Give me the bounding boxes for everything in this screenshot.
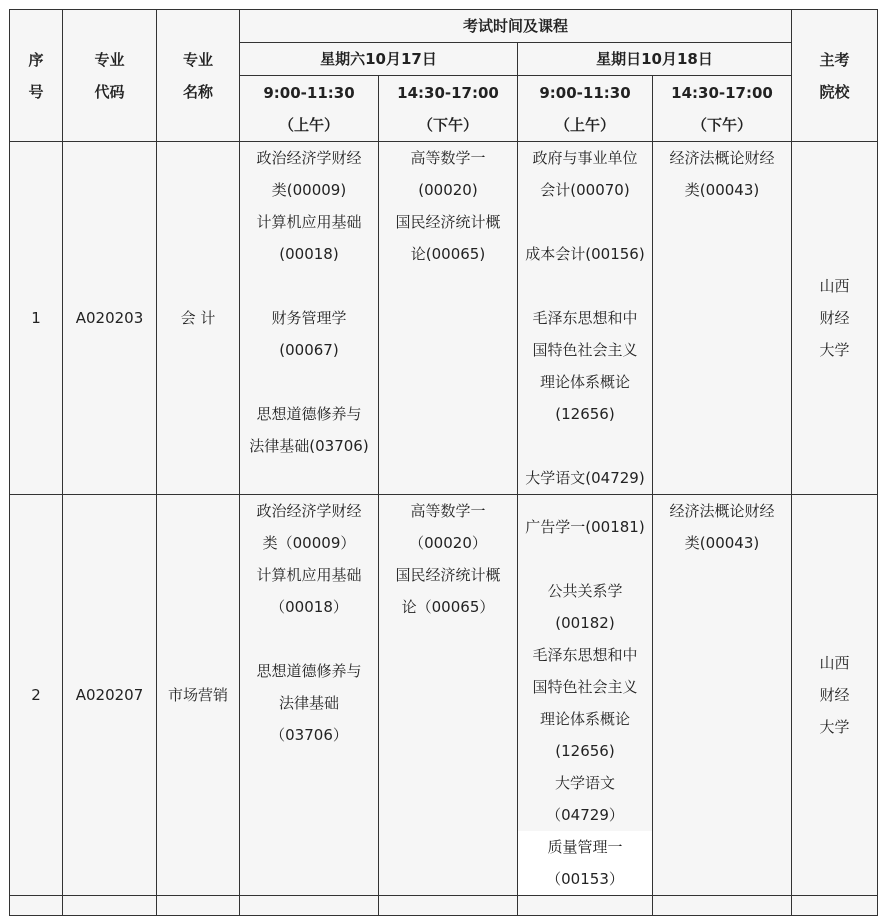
header-exam-time: 考试时间及课程 xyxy=(240,10,792,43)
course-line: 财务管理学 xyxy=(271,309,347,327)
header-sun-am-time: 9:00-11:30 xyxy=(539,83,631,102)
partial-cell xyxy=(157,896,240,916)
course-line: 法律基础 xyxy=(278,694,339,712)
header-name-line1: 专业 xyxy=(182,50,213,69)
row-sun-am-courses xyxy=(518,495,653,896)
course-line: （00153） xyxy=(546,870,624,888)
header-school-line1: 主考 xyxy=(819,50,850,69)
row-seq: 2 xyxy=(10,495,63,896)
spacer xyxy=(240,366,378,398)
spacer xyxy=(518,270,652,302)
header-code-line1: 专业 xyxy=(94,50,125,69)
course-line: （00020） xyxy=(409,534,487,552)
course-line: 成本会计(00156) xyxy=(525,245,645,263)
course-line: 政治经济学财经 xyxy=(256,149,362,167)
row-sun-am-courses xyxy=(518,142,653,495)
header-code-line2: 代码 xyxy=(94,82,125,101)
course-line: 毛泽东思想和中 xyxy=(532,309,638,327)
header-school xyxy=(792,10,878,142)
header-row-1 xyxy=(10,10,878,43)
course-line: 财经 xyxy=(819,309,850,327)
course-line: 国特色社会主义 xyxy=(532,341,638,359)
course-list xyxy=(518,142,652,494)
header-sat-pm-label: （下午） xyxy=(417,115,478,134)
partial-cell xyxy=(792,896,878,916)
course-line: 思想道德修养与 xyxy=(256,662,362,680)
course-line: 大学 xyxy=(819,718,850,736)
header-sat-am xyxy=(240,76,379,142)
school-lines xyxy=(792,647,877,743)
table-row xyxy=(10,495,878,896)
partial-cell xyxy=(379,896,518,916)
course-line: 高等数学一 xyxy=(410,149,486,167)
course-line: 计算机应用基础 xyxy=(256,566,362,584)
course-line: 类(00043) xyxy=(684,534,760,552)
header-sat-am-time: 9:00-11:30 xyxy=(263,83,355,102)
course-list-extra xyxy=(517,831,653,895)
header-seq-line1: 序 xyxy=(28,50,44,69)
course-line: 思想道德修养与 xyxy=(256,405,362,423)
school-lines xyxy=(792,270,877,366)
course-line: 公共关系学 xyxy=(547,582,623,600)
course-line: （00018） xyxy=(270,598,348,616)
course-line: (12656) xyxy=(555,405,615,423)
row-name: 市场营销 xyxy=(157,495,240,896)
course-line: 论(00065) xyxy=(410,245,486,263)
course-line: 计算机应用基础 xyxy=(256,213,362,231)
course-line: 山西 xyxy=(819,277,850,295)
course-line: 山西 xyxy=(819,654,850,672)
row-sat-pm-courses xyxy=(379,142,518,495)
header-seq xyxy=(10,10,63,142)
course-line: (12656) xyxy=(555,742,615,760)
spacer xyxy=(240,270,378,302)
header-sun-pm-time: 14:30-17:00 xyxy=(671,83,773,102)
header-name-line2: 名称 xyxy=(182,82,213,101)
row-sat-am-courses xyxy=(240,142,379,495)
course-list xyxy=(240,142,378,462)
header-sun-pm xyxy=(653,76,792,142)
partial-cell xyxy=(10,896,63,916)
course-line: 广告学一(00181) xyxy=(525,518,645,536)
header-sat-pm xyxy=(379,76,518,142)
spacer xyxy=(240,623,378,655)
row-school xyxy=(792,142,878,495)
partial-cell xyxy=(518,896,653,916)
spacer xyxy=(518,430,652,462)
course-list xyxy=(379,142,517,270)
row-code: A020207 xyxy=(63,495,157,896)
course-line: 类（00009） xyxy=(262,534,356,552)
header-sat-pm-time: 14:30-17:00 xyxy=(397,83,499,102)
row-school xyxy=(792,495,878,896)
partial-cell xyxy=(653,896,792,916)
course-line: 国特色社会主义 xyxy=(532,678,638,696)
course-line: 国民经济统计概 xyxy=(395,566,501,584)
row-sat-pm-courses xyxy=(379,495,518,896)
course-line: 法律基础(03706) xyxy=(249,437,369,455)
header-code xyxy=(63,10,157,142)
course-line: 类(00043) xyxy=(684,181,760,199)
header-seq-line2: 号 xyxy=(28,82,44,101)
header-sunday: 星期日10月18日 xyxy=(518,43,792,76)
course-line: 经济法概论财经 xyxy=(669,149,775,167)
row-name: 会 计 xyxy=(157,142,240,495)
course-line: （03706） xyxy=(270,726,348,744)
course-line: 类(00009) xyxy=(271,181,347,199)
header-name xyxy=(157,10,240,142)
course-line: 论（00065） xyxy=(401,598,495,616)
course-line: 会计(00070) xyxy=(540,181,630,199)
course-line: 国民经济统计概 xyxy=(395,213,501,231)
course-line: (00020) xyxy=(418,181,478,199)
course-line: 财经 xyxy=(819,686,850,704)
course-list xyxy=(240,495,378,751)
course-line: 理论体系概论 xyxy=(539,710,630,728)
course-line: 政治经济学财经 xyxy=(256,502,362,520)
header-saturday: 星期六10月17日 xyxy=(240,43,518,76)
row-sun-pm-courses xyxy=(653,142,792,495)
partial-cell xyxy=(63,896,157,916)
course-line: 毛泽东思想和中 xyxy=(532,646,638,664)
course-line: （04729） xyxy=(546,806,624,824)
course-list xyxy=(379,495,517,623)
course-line: 政府与事业单位 xyxy=(532,149,638,167)
row-sun-pm-courses xyxy=(653,495,792,896)
course-line: 大学语文(04729) xyxy=(525,469,645,487)
course-line: 理论体系概论 xyxy=(539,373,630,391)
course-line: 经济法概论财经 xyxy=(669,502,775,520)
course-line: (00067) xyxy=(279,341,339,359)
row-seq: 1 xyxy=(10,142,63,495)
spacer xyxy=(518,206,652,238)
row-code: A020203 xyxy=(63,142,157,495)
header-school-line2: 院校 xyxy=(819,82,850,101)
course-list xyxy=(653,142,791,206)
exam-schedule-table xyxy=(9,9,878,916)
table-row-partial xyxy=(10,896,878,916)
course-list xyxy=(653,495,791,559)
course-line: 大学语文 xyxy=(554,774,615,792)
course-line: 质量管理一 xyxy=(547,838,623,856)
spacer xyxy=(518,543,652,575)
partial-cell xyxy=(240,896,379,916)
course-line: (00182) xyxy=(555,614,615,632)
course-list xyxy=(518,495,652,831)
course-line: (00018) xyxy=(279,245,339,263)
table-row xyxy=(10,142,878,495)
header-sun-am-label: （上午） xyxy=(554,115,615,134)
header-sun-am xyxy=(518,76,653,142)
row-sat-am-courses xyxy=(240,495,379,896)
header-sun-pm-label: （下午） xyxy=(692,115,753,134)
course-line: 高等数学一 xyxy=(410,502,486,520)
header-sat-am-label: （上午） xyxy=(278,115,339,134)
course-line: 大学 xyxy=(819,341,850,359)
